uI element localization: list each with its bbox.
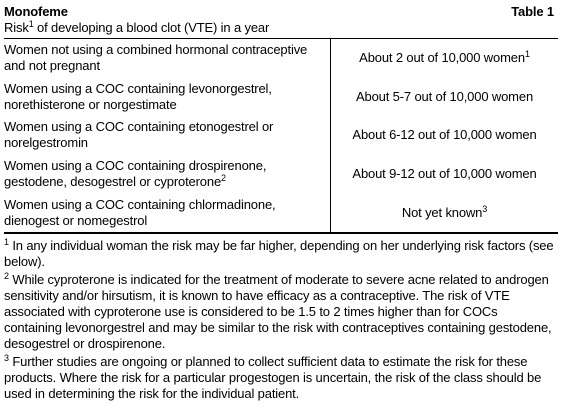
group-text: Women using a COC containing etonogestrel or norelgestromin bbox=[4, 119, 274, 150]
group-cell bbox=[4, 77, 331, 116]
footnote bbox=[4, 272, 554, 352]
risk-text: About 5-7 out of 10,000 women bbox=[355, 88, 534, 104]
risk-cell bbox=[331, 194, 559, 233]
group-text: Women using a COC containing drospirenone, gestodene, desogestrel or cyproterone bbox=[4, 158, 267, 189]
risk-cell bbox=[331, 77, 559, 116]
risk-footnote-marker: 3 bbox=[482, 204, 488, 214]
footnote-text: Further studies are ongoing or planned to collect sufficient data to estimate the risk for these products. Where the risk for a particular progestogen is uncertain, the risk of the class should be used in determining the risk for the individual patient. bbox=[4, 354, 542, 401]
subtitle-text-start: Risk bbox=[4, 20, 29, 35]
risk-text: About 6-12 out of 10,000 women bbox=[352, 127, 537, 142]
table-row bbox=[4, 154, 558, 194]
risk-table bbox=[4, 38, 558, 234]
table-row bbox=[4, 194, 558, 233]
table-label: Table 1 bbox=[511, 4, 554, 19]
group-text: Women using a COC containing chlormadinone, dienogest or nomegestrol bbox=[4, 197, 276, 228]
risk-text: About 9-12 out of 10,000 women bbox=[352, 166, 537, 181]
footnotes bbox=[4, 238, 558, 402]
table-row bbox=[4, 116, 558, 154]
risk-text: Not yet known bbox=[401, 205, 483, 220]
group-text: Women not using a combined hormonal contraceptive and not pregnant bbox=[4, 42, 308, 73]
footnote-marker: 3 bbox=[4, 353, 9, 363]
group-cell bbox=[4, 154, 331, 194]
group-text: Women using a COC containing levonorgestrel, norethisterone or norgestimate bbox=[4, 80, 272, 112]
risk-footnote-marker: 1 bbox=[524, 49, 530, 59]
table-row bbox=[4, 39, 558, 78]
group-text-wrapper bbox=[4, 155, 330, 193]
table-title-row bbox=[4, 4, 558, 20]
subtitle-text-end: of developing a blood clot (VTE) in a year bbox=[33, 20, 270, 35]
table-row bbox=[4, 77, 558, 116]
risk-cell bbox=[331, 154, 559, 194]
table-subtitle bbox=[4, 20, 558, 37]
group-footnote-marker: 2 bbox=[221, 173, 226, 183]
subtitle-footnote-marker: 1 bbox=[28, 19, 34, 29]
risk-cell bbox=[331, 116, 559, 154]
risk-cell bbox=[331, 39, 559, 78]
product-name: Monofeme bbox=[4, 4, 68, 19]
risk-text: About 2 out of 10,000 women bbox=[359, 50, 525, 65]
footnote-text: In any individual woman the risk may be far higher, depending on her underlying risk factors (see below). bbox=[4, 238, 554, 269]
footnote bbox=[4, 238, 554, 270]
footnote-marker: 1 bbox=[4, 237, 9, 247]
group-cell bbox=[4, 116, 331, 154]
footnote bbox=[4, 354, 554, 402]
group-cell bbox=[4, 194, 331, 233]
group-cell bbox=[4, 39, 331, 78]
footnote-marker: 2 bbox=[4, 271, 9, 281]
footnote-text: While cyproterone is indicated for the treatment of moderate to severe acne related to androgen sensitivity and/or hirsutism, it is known to have efficacy as a contraceptive. The risk of VTE associated with cyproterone use is considered to be 1.5 to 2 times higher than for COCs containing levonorgestrel and may be similar to the risk with contraceptives containing gestodene, desogestrel or drospirenone. bbox=[4, 272, 552, 351]
